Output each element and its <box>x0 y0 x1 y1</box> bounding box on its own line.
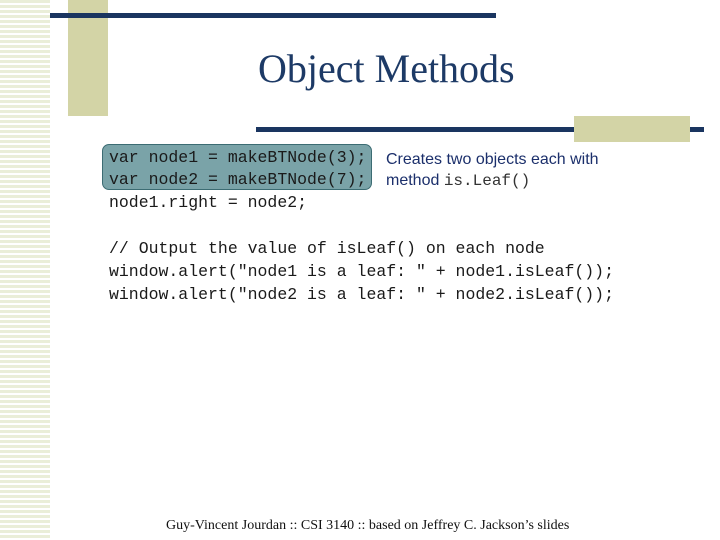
top-rule <box>50 13 496 18</box>
code-line: window.alert("node1 is a leaf: " + node1.isLeaf()); <box>109 262 614 281</box>
slide-footer: Guy-Vincent Jourdan :: CSI 3140 :: based on Jeffrey C. Jackson’s slides <box>166 518 570 533</box>
annotation-note <box>386 149 646 192</box>
code-line: var node1 = makeBTNode(3); <box>109 148 367 167</box>
code-comment-line: // Output the value of isLeaf() on each node <box>109 239 545 258</box>
left-stripe-decoration <box>0 0 50 540</box>
note-line-2-text: method <box>386 172 444 189</box>
code-line: window.alert("node2 is a leaf: " + node2.isLeaf()); <box>109 285 614 304</box>
code-line: node1.right = node2; <box>109 193 308 212</box>
note-method-code: is.Leaf() <box>443 172 531 190</box>
note-line-2 <box>386 170 646 192</box>
olive-decor-block-right <box>574 116 690 142</box>
slide-title: Object Methods <box>258 46 515 91</box>
code-line: var node2 = makeBTNode(7); <box>109 170 367 189</box>
note-line-1: Creates two objects each with <box>386 151 599 168</box>
